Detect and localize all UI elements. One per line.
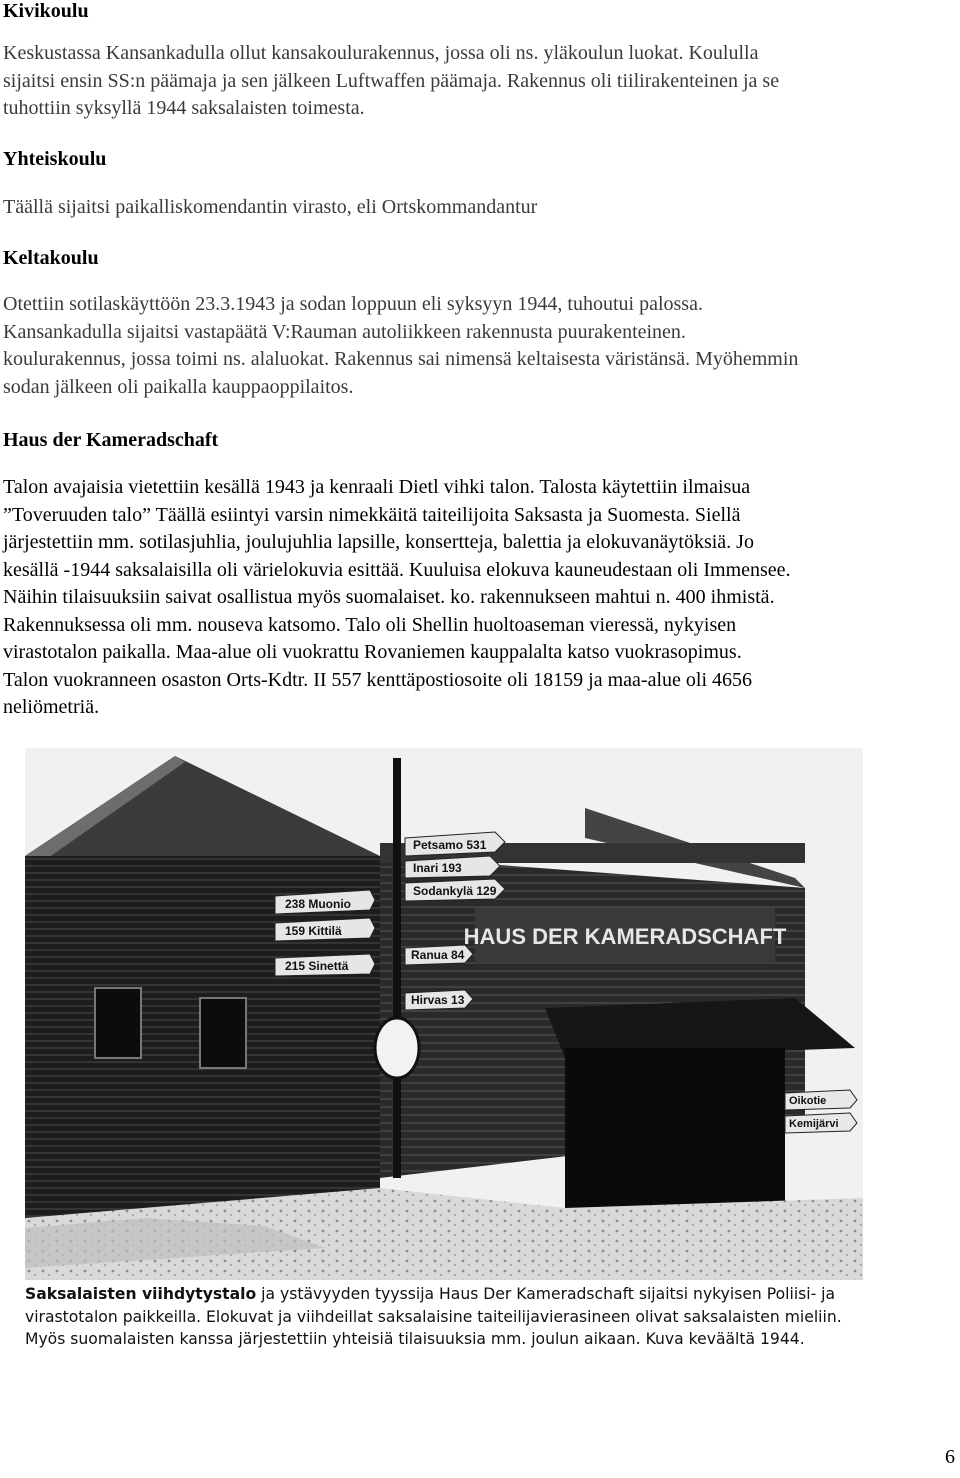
photo-caption xyxy=(25,1283,863,1378)
text-line: Otettiin sotilaskäyttöön 23.3.1943 ja sodan loppuun eli syksyyn 1944, tuhoutui palossa. xyxy=(3,293,703,315)
text-line: Näihin tilaisuuksiin saivat osallistua myös suomalaiset. ko. rakennukseen mahtui n. 400 ihmistä. xyxy=(3,586,775,608)
signpost-label: Oikotie xyxy=(789,1095,827,1107)
signpost-label: 215 Sinettä xyxy=(285,959,349,973)
caption-line: Myös suomalaisten kanssa järjestettiin yhteisiä tilaisuuksia mm. joulun aikaan. Kuva keväältä 1944. xyxy=(25,1330,805,1348)
paragraph-kivikoulu xyxy=(3,40,955,123)
paragraph-haus-der-kameradschaft xyxy=(3,474,955,722)
photo-illustration xyxy=(25,748,863,1280)
signpost-label: Inari 193 xyxy=(413,861,462,875)
historical-photo xyxy=(25,748,863,1280)
signpost-label: Petsamo 531 xyxy=(413,838,487,852)
caption-line xyxy=(25,1283,863,1306)
signpost-label: Ranua 84 xyxy=(411,948,465,962)
paragraph-yhteiskoulu xyxy=(3,194,955,222)
caption-text: ja ystävyyden tyyssija Haus Der Kameradschaft sijaitsi nykyisen Poliisi- ja xyxy=(256,1285,836,1303)
paragraph-keltakoulu xyxy=(3,291,955,401)
text-line: tuhottiin syksyllä 1944 saksalaisten toimesta. xyxy=(3,97,365,119)
text-line: Kansankadulla sijaitsi vastapäätä V:Rauman autoliikkeen rakennusta puurakenteinen. xyxy=(3,320,686,343)
text-line: Rakennuksessa oli mm. nouseva katsomo. Talo oli Shellin huoltoaseman vieressä, nykyisen xyxy=(3,613,737,636)
caption-line: virastotalon paikkeilla. Elokuvat ja viihdeillat saksalaisine taiteilijavierasineen olivat saksalaisten mieliin. xyxy=(25,1307,842,1326)
text-line: Keskustassa Kansankadulla ollut kansakoulurakennus, jossa oli ns. yläkoulun luokat. Koululla xyxy=(3,42,759,64)
text-line: Talon vuokranneen osaston Orts-Kdtr. II 557 kenttäpostiosoite oli 18159 ja maa-alue oli 4656 xyxy=(3,668,753,691)
building-sign: HAUS DER KAMERADSCHAFT xyxy=(463,924,787,949)
signpost-label: 238 Muonio xyxy=(285,897,352,911)
text-line: koulurakennus, jossa toimi ns. alaluokat. Rakennus sai nimensä keltaisesta väristänsä. Myöhemmin xyxy=(3,348,799,370)
text-line: sodan jälkeen oli paikalla kauppaoppilaitos. xyxy=(3,375,354,398)
signpost-label: 159 Kittilä xyxy=(285,924,342,938)
text-line: ”Toveruuden talo” Täällä esiintyi varsin nimekkäitä taiteilijoita Saksasta ja Suomesta. Siellä xyxy=(3,503,741,526)
signpost-label: Sodankylä 129 xyxy=(413,884,497,898)
heading-kivikoulu: Kivikoulu xyxy=(3,0,89,22)
text-line: sijaitsi ensin SS:n päämaja ja sen jälkeen Luftwaffen päämaja. Rakennus oli tiilirakenteinen ja se xyxy=(3,69,780,92)
caption-bold-lead: Saksalaisten viihdytystalo xyxy=(25,1285,257,1303)
text-line: kesällä -1944 saksalaisilla oli värielokuvia esittää. Kuuluisa elokuva kauneudestaan oli Immensee. xyxy=(3,558,791,581)
signpost-label: Hirvas 13 xyxy=(411,993,465,1007)
heading-keltakoulu: Keltakoulu xyxy=(3,247,99,269)
text-line: Täällä sijaitsi paikalliskomendantin virasto, eli Ortskommandantur xyxy=(3,196,538,218)
heading-yhteiskoulu: Yhteiskoulu xyxy=(3,148,107,170)
heading-haus-der-kameradschaft: Haus der Kameradschaft xyxy=(3,429,219,451)
text-line: Talon avajaisia vietettiin kesällä 1943 ja kenraali Dietl vihki talon. Talosta käytettiin ilmaisua xyxy=(3,476,751,498)
text-line: järjestettiin mm. sotilasjuhlia, joulujuhlia lapsille, konsertteja, balettia ja elokuvanäytöksiä. Jo xyxy=(3,531,754,553)
page-number: 6 xyxy=(945,1446,955,1468)
text-line: neliömetriä. xyxy=(3,696,100,718)
text-line: virastotalon paikalla. Maa-alue oli vuokrattu Rovaniemen kauppalalta katso vuokrasopimus. xyxy=(3,641,742,663)
signpost-label: Kemijärvi xyxy=(789,1118,839,1130)
